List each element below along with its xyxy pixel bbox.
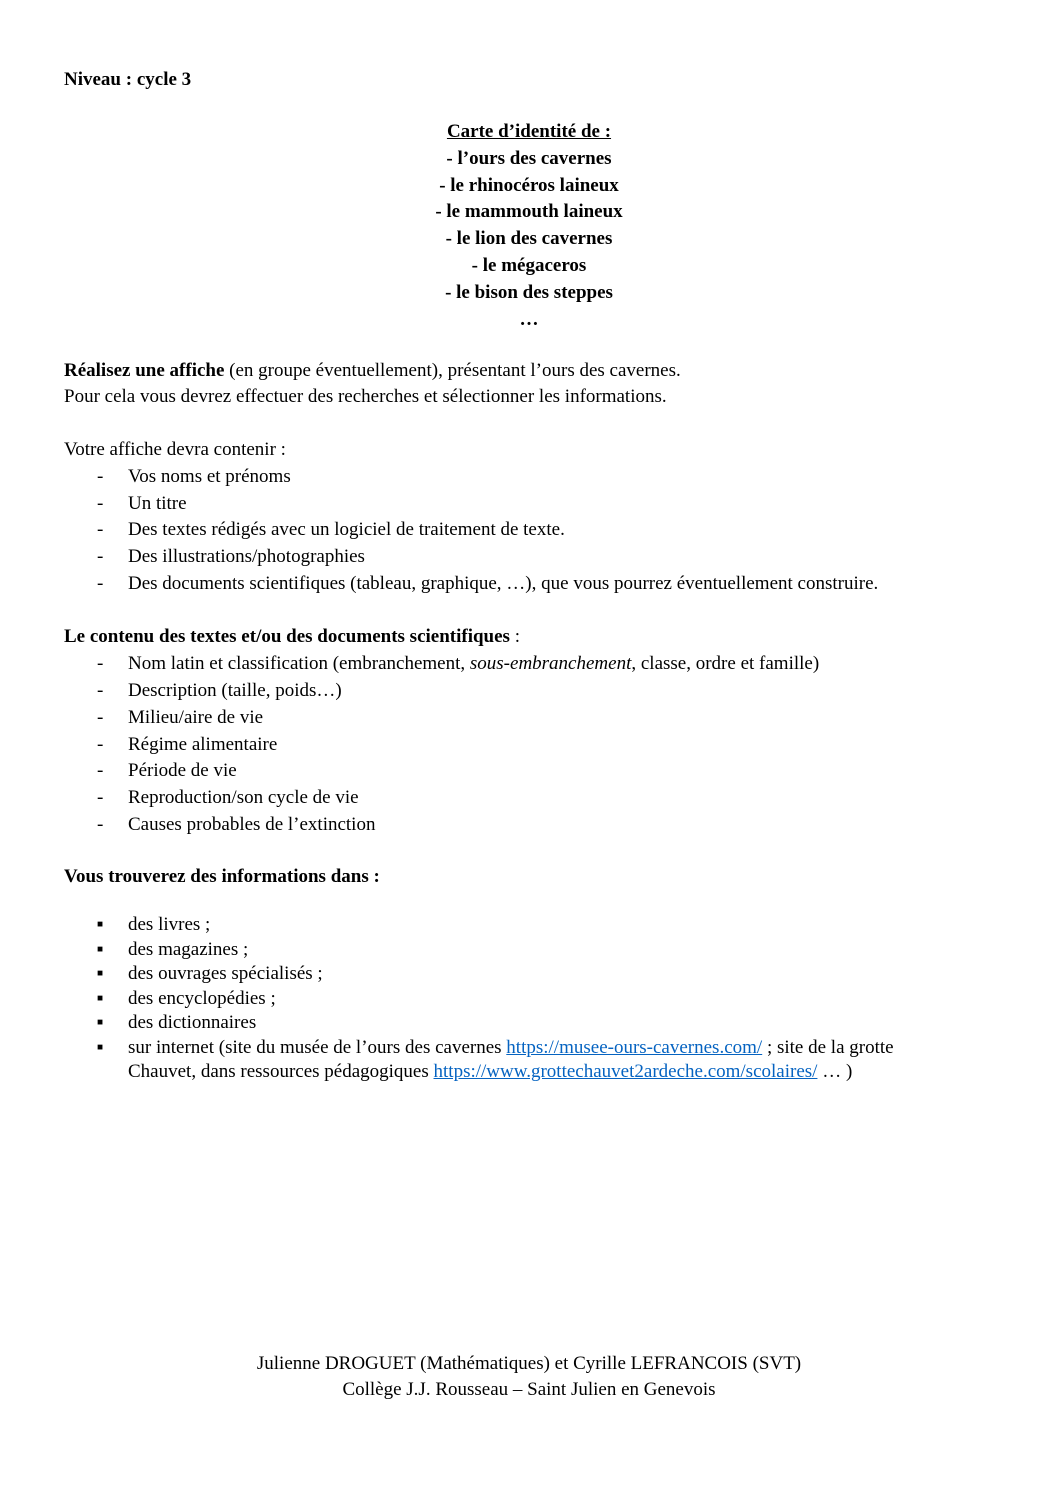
intro-line-2: Pour cela vous devrez effectuer des recherches et sélectionner les informations.	[64, 386, 667, 407]
list-dash: -	[97, 466, 104, 487]
bullet-icon: ■	[97, 944, 104, 955]
animal-item: - l’ours des cavernes	[446, 148, 612, 169]
list-item: des dictionnaires	[128, 1012, 257, 1033]
footer-authors: Julienne DROGUET (Mathématiques) et Cyrille LEFRANCOIS (SVT)	[256, 1353, 802, 1374]
list-item: Des textes rédigés avec un logiciel de traitement de texte.	[128, 519, 565, 540]
list-dash: -	[97, 680, 104, 701]
list-item-internet: sur internet (site du musée de l’ours des cavernes https://musee-ours-cavernes.com/ ; site de la grotte	[128, 1037, 894, 1058]
content-heading: Le contenu des textes et/ou des documents scientifiques :	[64, 626, 520, 647]
list-dash: -	[97, 814, 104, 835]
bullet-icon: ■	[97, 919, 104, 930]
list-dash: -	[97, 519, 104, 540]
list-dash: -	[97, 707, 104, 728]
card-heading: Carte d’identité de :	[446, 121, 612, 142]
bullet-icon: ■	[97, 1042, 104, 1053]
animal-item: - le mammouth laineux	[435, 201, 623, 222]
bullet-icon: ■	[97, 993, 104, 1004]
bullet-icon: ■	[97, 1017, 104, 1028]
level-label: Niveau : cycle 3	[64, 69, 192, 90]
list-dash: -	[97, 734, 104, 755]
list-item: des encyclopédies ;	[128, 988, 276, 1009]
animal-item: - le bison des steppes	[445, 282, 613, 303]
list-item: Description (taille, poids…)	[128, 680, 342, 701]
list-item-internet-cont: Chauvet, dans ressources pédagogiques https://www.grottechauvet2ardeche.com/scolaires/ … )	[128, 1061, 853, 1082]
sources-heading: Vous trouverez des informations dans :	[64, 866, 380, 887]
museum-link[interactable]: https://musee-ours-cavernes.com/	[506, 1037, 763, 1058]
list-item: Des documents scientifiques (tableau, graphique, …), que vous pourrez éventuellement construire.	[128, 573, 879, 594]
list-item: Des illustrations/photographies	[128, 546, 365, 567]
list-item: Régime alimentaire	[128, 734, 278, 755]
list-dash: -	[97, 760, 104, 781]
list-dash: -	[97, 573, 104, 594]
list-item: Causes probables de l’extinction	[128, 814, 376, 835]
list-item: Nom latin et classification (embranchement, sous-embranchement, classe, ordre et famille)	[128, 653, 820, 674]
animal-item: - le mégaceros	[471, 255, 587, 276]
list-dash: -	[97, 493, 104, 514]
chauvet-link[interactable]: https://www.grottechauvet2ardeche.com/scolaires/	[433, 1061, 818, 1082]
animal-item: …	[519, 309, 539, 330]
list-item: Reproduction/son cycle de vie	[128, 787, 359, 808]
list-item: Un titre	[128, 493, 187, 514]
footer-school: Collège J.J. Rousseau – Saint Julien en Genevois	[342, 1379, 716, 1400]
list-dash: -	[97, 787, 104, 808]
list-dash: -	[97, 653, 104, 674]
bullet-icon: ■	[97, 968, 104, 979]
list-item: des magazines ;	[128, 939, 249, 960]
list-item: Période de vie	[128, 760, 237, 781]
animal-item: - le rhinocéros laineux	[439, 175, 619, 196]
list-item: Milieu/aire de vie	[128, 707, 264, 728]
list-item: Vos noms et prénoms	[128, 466, 291, 487]
intro-line: Réalisez une affiche (en groupe éventuellement), présentant l’ours des cavernes.	[64, 360, 681, 381]
list-dash: -	[97, 546, 104, 567]
poster-heading: Votre affiche devra contenir :	[64, 439, 286, 460]
list-item: des livres ;	[128, 914, 211, 935]
list-item: des ouvrages spécialisés ;	[128, 963, 323, 984]
animal-item: - le lion des cavernes	[445, 228, 613, 249]
